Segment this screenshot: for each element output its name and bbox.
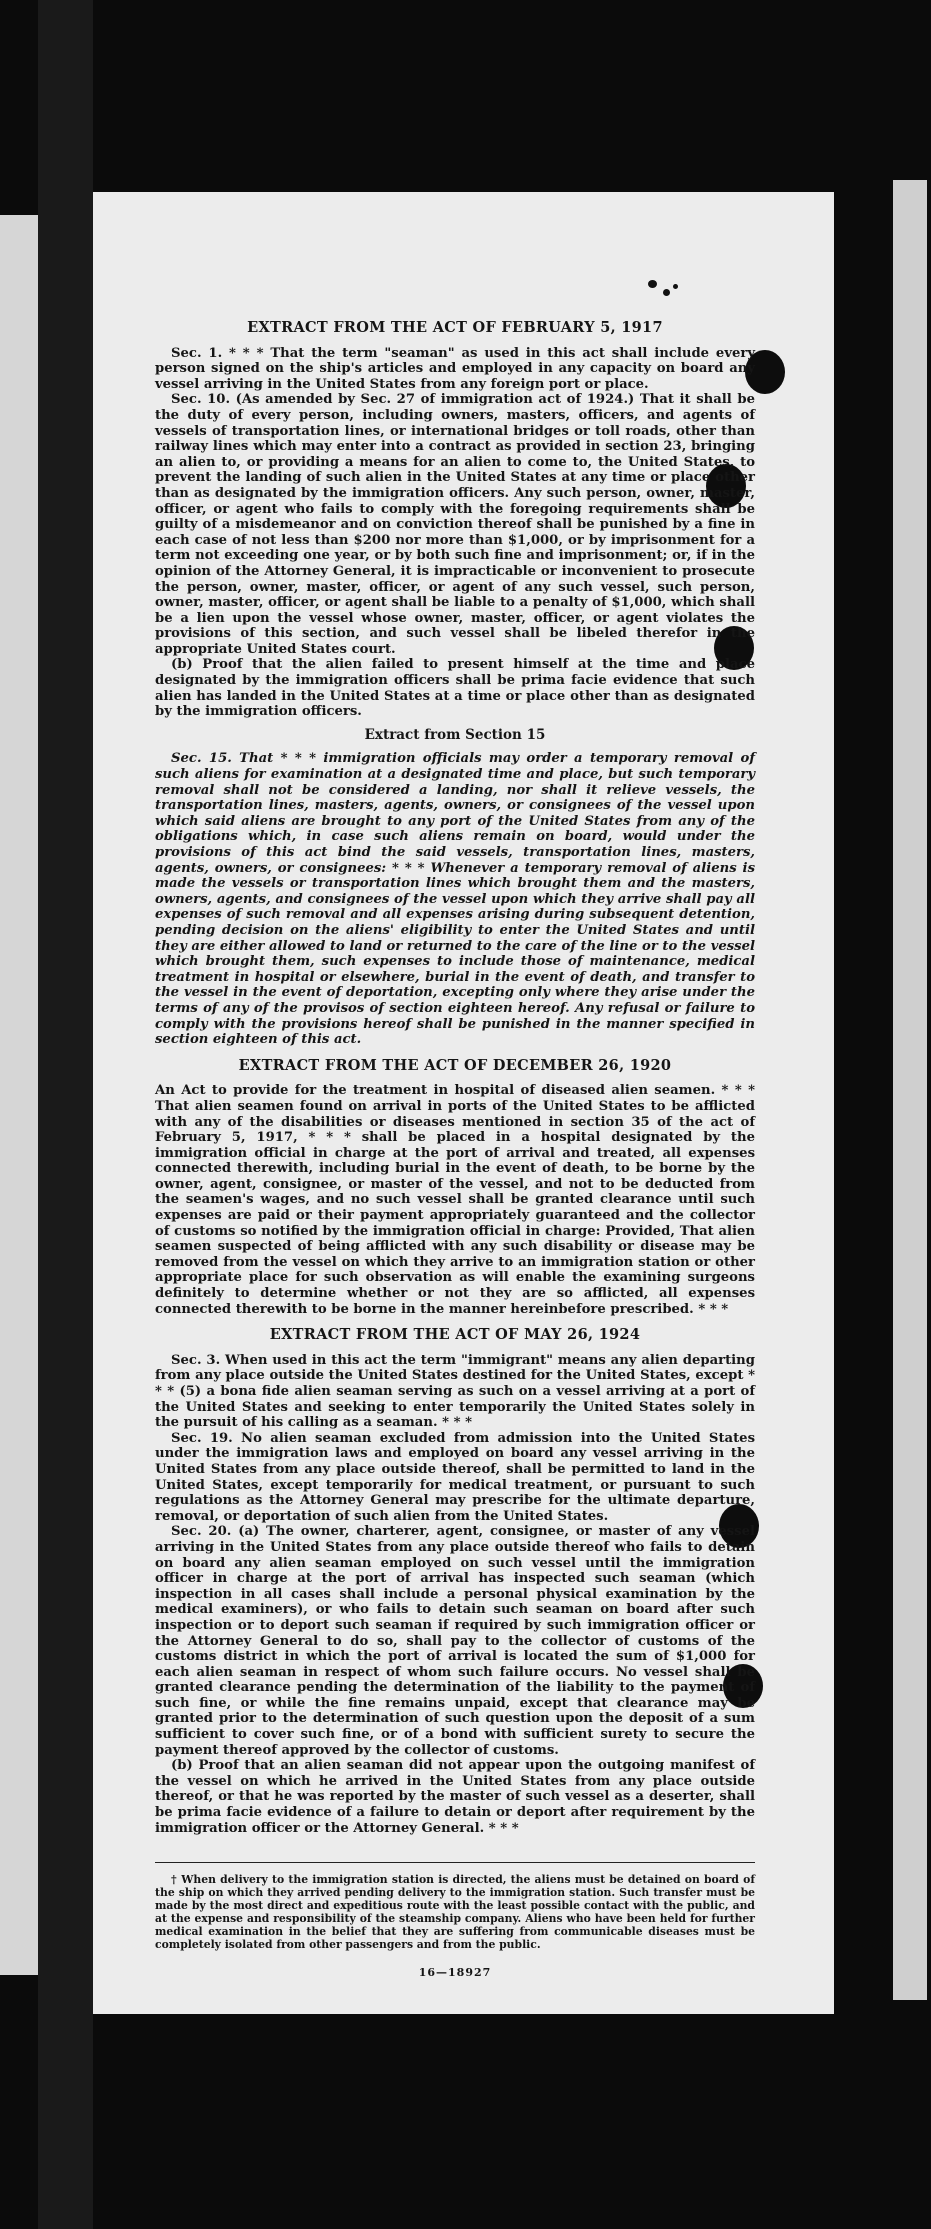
adjacent-page-edge-left xyxy=(0,215,38,1975)
paragraph-sec-15: Sec. 15. That * * * immigration officials may order a temporary removal of such aliens for examination at a designated time and place, but such temporary removal shall not be considered a landing, nor shall it relieve vessels, the transportation lines, masters, agents, owners, or consignees of the vessel upon which said aliens are brought to any port of the United States from any of the obligations which, in case such aliens remain on board, would under the provisions of this act bind the said vessels, transportation lines, masters, agents, owners, or consignees: * * * Whenever a temporary removal of aliens is made the vessels or transportation lines which brought them and the masters, owners, agents, and consignees of the vessel upon which they arrive shall pay all expenses of such removal and all expenses arising during subsequent detention, pending decision on the aliens' eligibility to enter the United States and until they are either allowed to land or returned to the care of the line or to the vessel which brought them, such expenses to include those of maintenance, medical treatment in hospital or elsewhere, burial in the event of death, and transfer to the vessel in the event of deportation, excepting only where they arise under the terms of any of the provisos of section eighteen hereof. Any refusal or failure to comply with the provisions hereof shall be punished in the manner specified in section eighteen of this act. xyxy=(155,751,755,1048)
heading-section-15: Extract from Section 15 xyxy=(364,726,546,743)
footnote: † When delivery to the immigration station is directed, the aliens must be detained on board of the ship on which they arrived pending delivery to the immigration station. Such transfer must be made by the most direct and expeditious route with the least possible contact with the public, and at the expense and responsibility of the steamship company. Aliens who have been held for further medical examination in the belief that they are suffering from communicable diseases must be completely isolated from other passengers and from the public. xyxy=(155,1873,755,1952)
ink-speck xyxy=(663,289,670,296)
heading-act-1917: EXTRACT FROM THE ACT OF FEBRUARY 5, 1917 xyxy=(247,319,663,336)
section-act-1920 xyxy=(155,1083,755,1317)
section-act-1917 xyxy=(155,346,755,720)
scanner-dark-band xyxy=(38,0,93,2229)
document-page xyxy=(93,192,834,2014)
ink-speck xyxy=(648,280,657,288)
document-content xyxy=(155,320,755,1981)
page-number: 16—18927 xyxy=(418,1966,492,1980)
section-act-1924 xyxy=(155,1353,755,1836)
adjacent-page-edge-right xyxy=(893,180,927,2000)
heading-act-1924: EXTRACT FROM THE ACT OF MAY 26, 1924 xyxy=(269,1326,641,1344)
heading-act-1920: EXTRACT FROM THE ACT OF DECEMBER 26, 1920 xyxy=(238,1056,672,1074)
paragraph-sec-10-b: (b) Proof that the alien failed to present himself at the time and place designated by the immigration officers shall be prima facie evidence that such alien has landed in the United States at a time or place other than as designated by the immigration officers. xyxy=(155,657,755,720)
footnote-divider xyxy=(155,1862,755,1863)
section-15-block xyxy=(155,751,755,1047)
paragraph-act-1920: An Act to provide for the treatment in hospital of diseased alien seamen. * * * That alien seamen found on arrival in ports of the United States to be afflicted with any of the disabilities or diseases mentioned in section 35 of the act of February 5, 1917, * * * shall be placed in a hospital designated by the immigration official in charge at the port of arrival and treated, all expenses connected therewith, including burial in the event of death, to be borne by the owner, agent, consignee, or master of the vessel, and not to be deducted from the seamen's wages, and no such vessel shall be granted clearance until such expenses are paid or their payment appropriately guaranteed and the collector of customs so notified by the immigration official in charge: Provided, That alien seamen suspected of being afflicted with any such disability or disease may be removed from the vessel on which they arrive to an immigration station or other appropriate place for such observation as will enable the examining surgeons definitely to determine whether or not they are so afflicted, all expenses connected therewith to be borne in the manner hereinbefore prescribed. * * * xyxy=(155,1083,755,1317)
ink-speck xyxy=(673,284,678,289)
paragraph-sec-1: Sec. 1. * * * That the term "seaman" as used in this act shall include every person signed on the ship's articles and employed in any capacity on board any vessel arriving in the United States from any foreign port or place. xyxy=(155,345,755,392)
paragraph-sec-19: Sec. 19. No alien seaman excluded from admission into the United States under the immigration laws and employed on board any vessel arriving in the United States from any place outside thereof, shall be permitted to land in the United States, except temporarily for medical treatment, or pursuant to such regulations as the Attorney General may prescribe for the ultimate departure, removal, or deportation of such alien from the United States. xyxy=(155,1430,755,1524)
paragraph-sec-20-b: (b) Proof that an alien seaman did not appear upon the outgoing manifest of the vessel on which he arrived in the United States from any place outside thereof, or that he was reported by the master of such vessel as a deserter, shall be prima facie evidence of a failure to detain or deport after requirement by the immigration officer or the Attorney General. * * * xyxy=(155,1758,755,1836)
paragraph-sec-3: Sec. 3. When used in this act the term "immigrant" means any alien departing from any place outside the United States destined for the United States, except * * * (5) a bona fide alien seaman serving as such on a vessel arriving at a port of the United States and seeking to enter temporarily the United States solely in the pursuit of his calling as a seaman. * * * xyxy=(155,1352,755,1431)
paragraph-sec-10: Sec. 10. (As amended by Sec. 27 of immigration act of 1924.) That it shall be the duty of every person, including owners, masters, officers, and agents of vessels of transportation lines, or international bridges or toll roads, other than railway lines which may enter into a contract as provided in section 23, bringing an alien to, or providing a means for an alien to come to, the United States, to prevent the landing of such alien in the United States at any time or place other than as designated by the immigration officers. Any such person, owner, master, officer, or agent who fails to comply with the foregoing requirements shall be guilty of a misdemeanor and on conviction thereof shall be punished by a fine in each case of not less than $200 nor more than $1,000, or by imprisonment for a term not exceeding one year, or by both such fine and imprisonment; or, if in the opinion of the Attorney General, it is impracticable or inconvenient to prosecute the person, owner, master, officer, or agent of any such vessel, such person, owner, master, officer, or agent shall be liable to a penalty of $1,000, which shall be a lien upon the vessel whose owner, master, officer, or agent violates the provisions of this section, and such vessel shall be libeled therefor in the appropriate United States court. xyxy=(155,392,755,657)
paragraph-sec-20: Sec. 20. (a) The owner, charterer, agent, consignee, or master of any vessel arriving in the United States from any place outside thereof who fails to detain on board any alien seaman employed on such vessel until the immigration officer in charge at the port of arrival has inspected such seaman (which inspection in all cases shall include a personal physical examination by the medical examiners), or who fails to detain such seaman on board after such inspection or to deport such seaman if required by such immigration officer or the Attorney General to do so, shall pay to the collector of customs of the customs district in which the port of arrival is located the sum of $1,000 for each alien seaman in respect of whom such failure occurs. No vessel shall be granted clearance pending the determination of the liability to the payment of such fine, or while the fine remains unpaid, except that clearance may be granted prior to the determination of such question upon the deposit of a sum sufficient to cover such fine, or of a bond with sufficient surety to secure the payment thereof approved by the collector of customs. xyxy=(155,1524,755,1758)
